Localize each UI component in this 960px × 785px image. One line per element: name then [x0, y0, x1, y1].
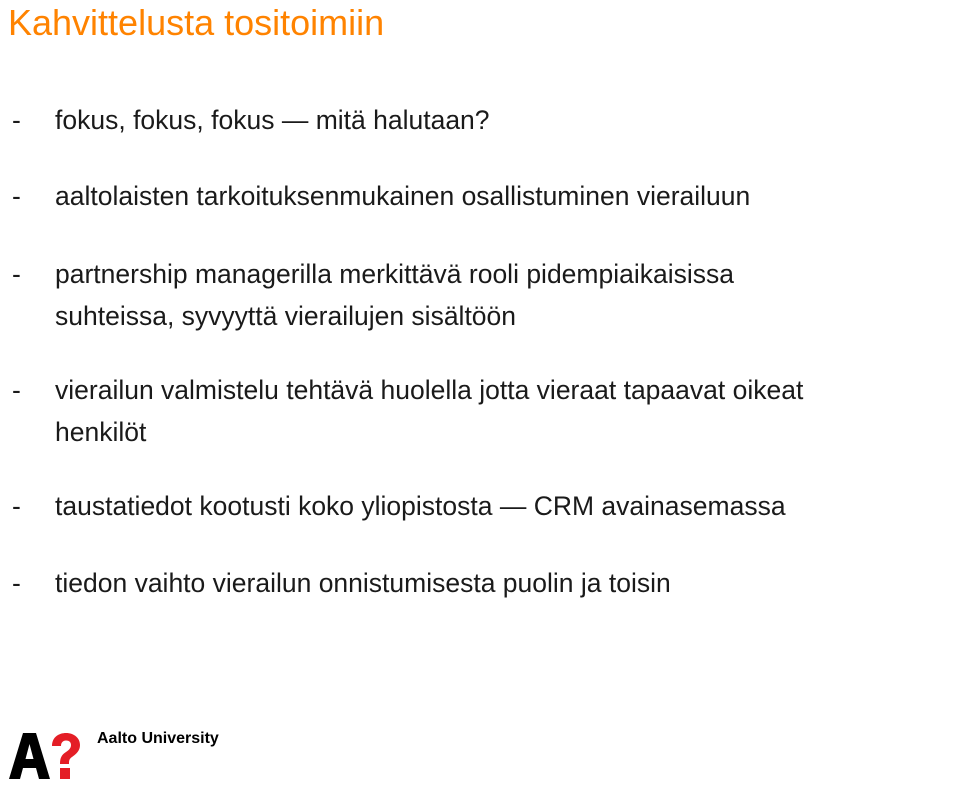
bullet-text-line: partnership managerilla merkittävä rooli pidempiaikaisissa — [55, 259, 734, 289]
logo-question-dot — [60, 768, 70, 779]
slide-title: Kahvittelusta tositoimiin — [8, 2, 385, 43]
bullet-text-line: henkilöt — [55, 417, 147, 447]
bullet-text-line: tiedon vaihto vierailun onnistumisesta puolin ja toisin — [55, 568, 671, 598]
bullet-marker: - — [12, 568, 21, 598]
bullet-text-line: aaltolaisten tarkoituksenmukainen osallistuminen vierailuun — [55, 181, 751, 211]
bullet-text-line: fokus, fokus, fokus — mitä halutaan? — [55, 105, 490, 135]
bullet-marker: - — [12, 105, 21, 135]
bullet-marker: - — [12, 259, 21, 289]
aalto-logo-icon — [9, 733, 81, 779]
bullet-marker: - — [12, 181, 21, 211]
logo-question-mark — [52, 733, 80, 764]
bullet-text-line: taustatiedot kootusti koko yliopistosta — CRM avainasemassa — [55, 491, 786, 521]
bullet-marker: - — [12, 375, 21, 405]
footer-brand: Aalto University — [97, 730, 219, 747]
logo-letter-a — [9, 733, 50, 779]
bullet-text-line: vierailun valmistelu tehtävä huolella jotta vieraat tapaavat oikeat — [55, 375, 804, 405]
bullet-marker: - — [12, 491, 21, 521]
bullet-text-line: suhteissa, syvyyttä vierailujen sisältöön — [55, 301, 517, 331]
